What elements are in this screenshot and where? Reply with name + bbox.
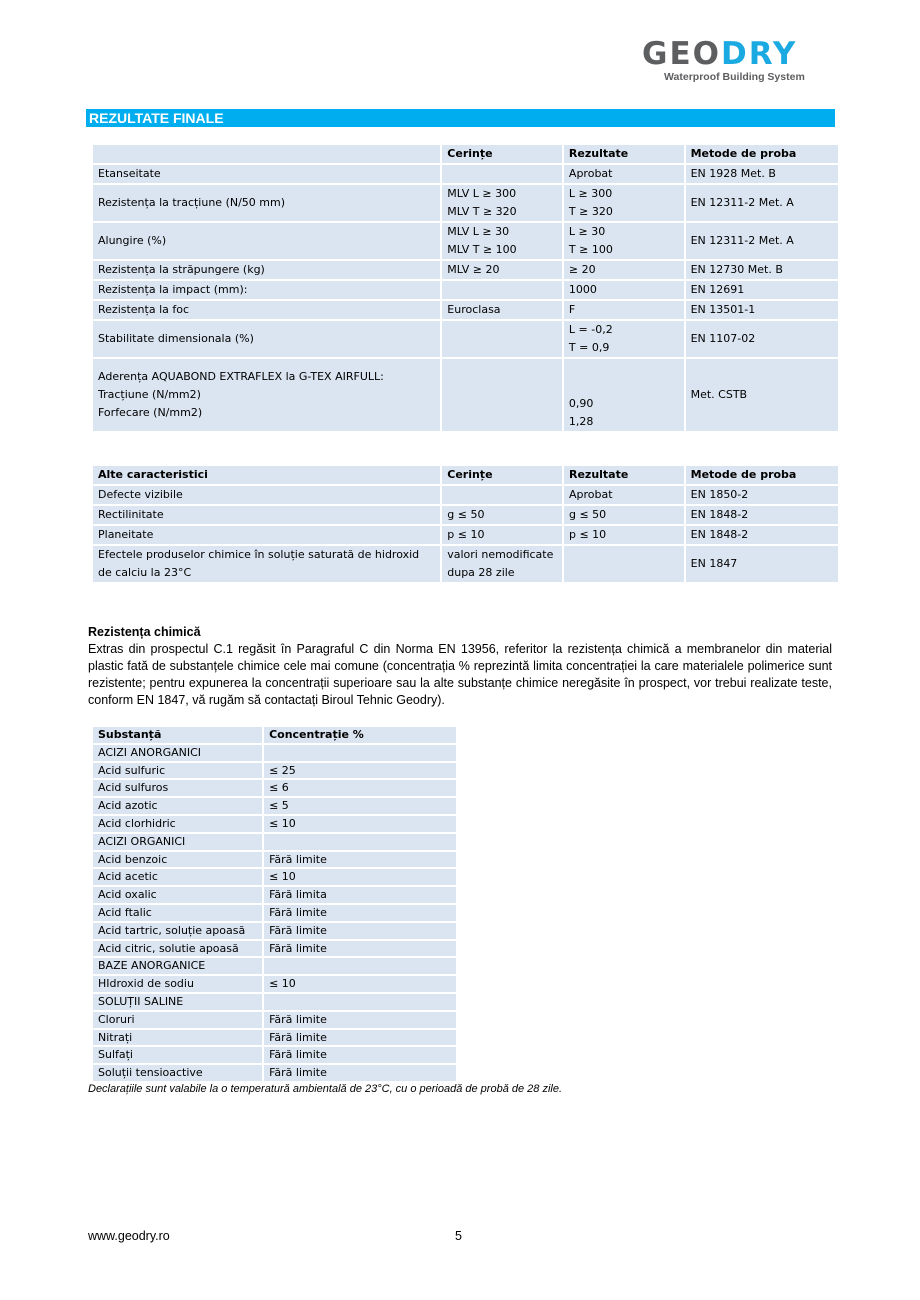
logo-tagline: Waterproof Building System (664, 71, 805, 83)
table-cell: SOLUȚII SALINE (92, 993, 263, 1011)
table-row (92, 975, 457, 993)
table-cell: ≤ 5 (263, 797, 457, 815)
table-cell: BAZE ANORGANICE (92, 957, 263, 975)
table-cell: EN 12691 (685, 280, 839, 300)
table-row (92, 833, 457, 851)
table-cell: Rectilinitate (92, 505, 441, 525)
table-cell: Soluții tensioactive (92, 1064, 263, 1082)
table-cell: MLV L ≥ 30 MLV T ≥ 100 (441, 222, 563, 260)
table-row (92, 815, 457, 833)
section-title: REZULTATE FINALE (89, 110, 224, 126)
table-cell: Defecte vizibile (92, 485, 441, 505)
table-cell: ≤ 10 (263, 975, 457, 993)
table-cell: EN 1848-2 (685, 505, 839, 525)
table-cell: Metode de proba (685, 144, 839, 164)
table-cell: EN 1107-02 (685, 320, 839, 358)
table-cell: Efectele produselor chimice în soluție saturată de hidroxid de calciu la 23°C (92, 545, 441, 583)
table-row (92, 260, 839, 280)
footer-website: www.geodry.ro (88, 1229, 170, 1243)
table-row (92, 300, 839, 320)
table-cell (263, 957, 457, 975)
table-cell: Nitrați (92, 1029, 263, 1047)
table-row (92, 1064, 457, 1082)
table-cell: Fără limite (263, 1029, 457, 1047)
table-cell (263, 744, 457, 762)
table-cell: Alte caracteristici (92, 465, 441, 485)
table-cell: EN 1850-2 (685, 485, 839, 505)
table-row (92, 1029, 457, 1047)
table-row (92, 164, 839, 184)
table-cell: Acid citric, solutie apoasă (92, 940, 263, 958)
table-row (92, 545, 839, 583)
table-cell: Rezultate (563, 144, 685, 164)
table-cell: EN 1847 (685, 545, 839, 583)
table-cell: ≤ 6 (263, 779, 457, 797)
table-cell: Acid benzoic (92, 851, 263, 869)
table-row (92, 940, 457, 958)
table-cell: Aprobat (563, 164, 685, 184)
table-row (92, 957, 457, 975)
table-header-row (92, 726, 457, 744)
footnote: Declarațiile sunt valabile la o temperatură ambientală de 23°C, cu o perioadă de probă de 28 zile. (88, 1083, 563, 1095)
table-cell: EN 12311-2 Met. A (685, 184, 839, 222)
table-cell: HIdroxid de sodiu (92, 975, 263, 993)
page-number: 5 (455, 1229, 462, 1243)
table-cell: Acid azotic (92, 797, 263, 815)
table-cell (441, 280, 563, 300)
table-cell: Cerințe (441, 465, 563, 485)
table-row (92, 184, 839, 222)
table-row (92, 886, 457, 904)
table-cell: Cloruri (92, 1011, 263, 1029)
table-row (92, 505, 839, 525)
table-cell: MLV L ≥ 300 MLV T ≥ 320 (441, 184, 563, 222)
table-cell: F (563, 300, 685, 320)
table-cell: ACIZI ANORGANICI (92, 744, 263, 762)
table-header-row (92, 144, 839, 164)
table-cell: L ≥ 30 T ≥ 100 (563, 222, 685, 260)
table-row (92, 762, 457, 780)
chemical-resistance-title: Rezistența chimică (88, 625, 201, 639)
table-cell: Acid oxalic (92, 886, 263, 904)
table-cell: Acid clorhidric (92, 815, 263, 833)
table-cell: Aprobat (563, 485, 685, 505)
table-cell: Etanseitate (92, 164, 441, 184)
table-cell (263, 833, 457, 851)
chemical-substances-table (91, 725, 458, 1083)
table-row (92, 851, 457, 869)
geodry-logo (642, 38, 837, 84)
table-cell: EN 13501-1 (685, 300, 839, 320)
other-characteristics-table (91, 464, 840, 584)
table-row (92, 280, 839, 300)
table-cell (441, 320, 563, 358)
table-cell: ≥ 20 (563, 260, 685, 280)
table-cell (441, 164, 563, 184)
table-cell: Fără limite (263, 1064, 457, 1082)
table-cell: 1000 (563, 280, 685, 300)
table-cell: 0,90 1,28 (563, 358, 685, 432)
table-cell: Planeitate (92, 525, 441, 545)
table-cell: Acid tartric, soluție apoasă (92, 922, 263, 940)
table-cell (563, 545, 685, 583)
table-cell: p ≤ 10 (441, 525, 563, 545)
table-cell: Fără limite (263, 1011, 457, 1029)
table-cell (441, 485, 563, 505)
table-cell: MLV ≥ 20 (441, 260, 563, 280)
table-cell: Rezistența la străpungere (kg) (92, 260, 441, 280)
table-cell: Met. CSTB (685, 358, 839, 432)
table-row (92, 485, 839, 505)
table-cell: Rezistența la impact (mm): (92, 280, 441, 300)
table-cell: g ≤ 50 (441, 505, 563, 525)
table-cell: Acid acetic (92, 868, 263, 886)
table-cell: L ≥ 300 T ≥ 320 (563, 184, 685, 222)
table-cell: EN 1848-2 (685, 525, 839, 545)
table-cell: EN 12730 Met. B (685, 260, 839, 280)
table-row (92, 904, 457, 922)
table-cell (92, 144, 441, 164)
chemical-resistance-section (88, 624, 832, 709)
table-cell: EN 12311-2 Met. A (685, 222, 839, 260)
table-row (92, 320, 839, 358)
table-row (92, 993, 457, 1011)
table-header-row (92, 465, 839, 485)
table-cell: Metode de proba (685, 465, 839, 485)
table-cell: p ≤ 10 (563, 525, 685, 545)
table-cell: Alungire (%) (92, 222, 441, 260)
table-row (92, 358, 839, 432)
table-cell: Fără limite (263, 1046, 457, 1064)
table-cell: Fără limite (263, 851, 457, 869)
table-cell: ACIZI ORGANICI (92, 833, 263, 851)
table-cell: ≤ 25 (263, 762, 457, 780)
table-row (92, 1011, 457, 1029)
table-cell: Euroclasa (441, 300, 563, 320)
table-row (92, 779, 457, 797)
table-cell (263, 993, 457, 1011)
section-title-bar (86, 109, 835, 127)
table-cell: Sulfați (92, 1046, 263, 1064)
table-row (92, 868, 457, 886)
table-cell: Stabilitate dimensionala (%) (92, 320, 441, 358)
table-cell: Cerințe (441, 144, 563, 164)
chemical-resistance-text: Extras din prospectul C.1 regăsit în Paragraful C din Norma EN 13956, referitor la rezistența chimică a membranelor din material plastic fată de substanțele chimice cele mai comune (concentrația % reprezintă limita concentrației la care materialele polimerice sunt rezistente; pentru expunerea la concentrații superioare sau la alte substanțe chimice neregăsite în prospect, vor trebui realizate teste, conform EN 1847, vă rugăm să contactați Biroul Tehnic Geodry). (88, 642, 832, 707)
table-row (92, 525, 839, 545)
table-cell: ≤ 10 (263, 868, 457, 886)
table-row (92, 922, 457, 940)
table-cell: ≤ 10 (263, 815, 457, 833)
table-cell: Fără limite (263, 904, 457, 922)
table-cell: L = -0,2 T = 0,9 (563, 320, 685, 358)
table-cell: Acid sulfuric (92, 762, 263, 780)
table-cell: Aderența AQUABOND EXTRAFLEX la G-TEX AIRFULL: Tracțiune (N/mm2) Forfecare (N/mm2) (92, 358, 441, 432)
table-row (92, 1046, 457, 1064)
table-cell: Fără limite (263, 922, 457, 940)
logo-text-blue: DRY (720, 36, 798, 72)
table-cell: valori nemodificate dupa 28 zile (441, 545, 563, 583)
table-cell: Concentrație % (263, 726, 457, 744)
table-cell: Substanță (92, 726, 263, 744)
table-cell: Rezultate (563, 465, 685, 485)
table-cell: Fără limite (263, 940, 457, 958)
table-cell: Acid ftalic (92, 904, 263, 922)
table-cell: Acid sulfuros (92, 779, 263, 797)
table-cell: Rezistența la tracțiune (N/50 mm) (92, 184, 441, 222)
table-row (92, 222, 839, 260)
table-cell: Rezistența la foc (92, 300, 441, 320)
table-row (92, 797, 457, 815)
table-cell: Fără limita (263, 886, 457, 904)
table-cell: EN 1928 Met. B (685, 164, 839, 184)
logo-text-gray: GEO (642, 36, 721, 72)
table-cell: g ≤ 50 (563, 505, 685, 525)
results-table (91, 143, 840, 433)
table-cell (441, 358, 563, 432)
table-row (92, 744, 457, 762)
